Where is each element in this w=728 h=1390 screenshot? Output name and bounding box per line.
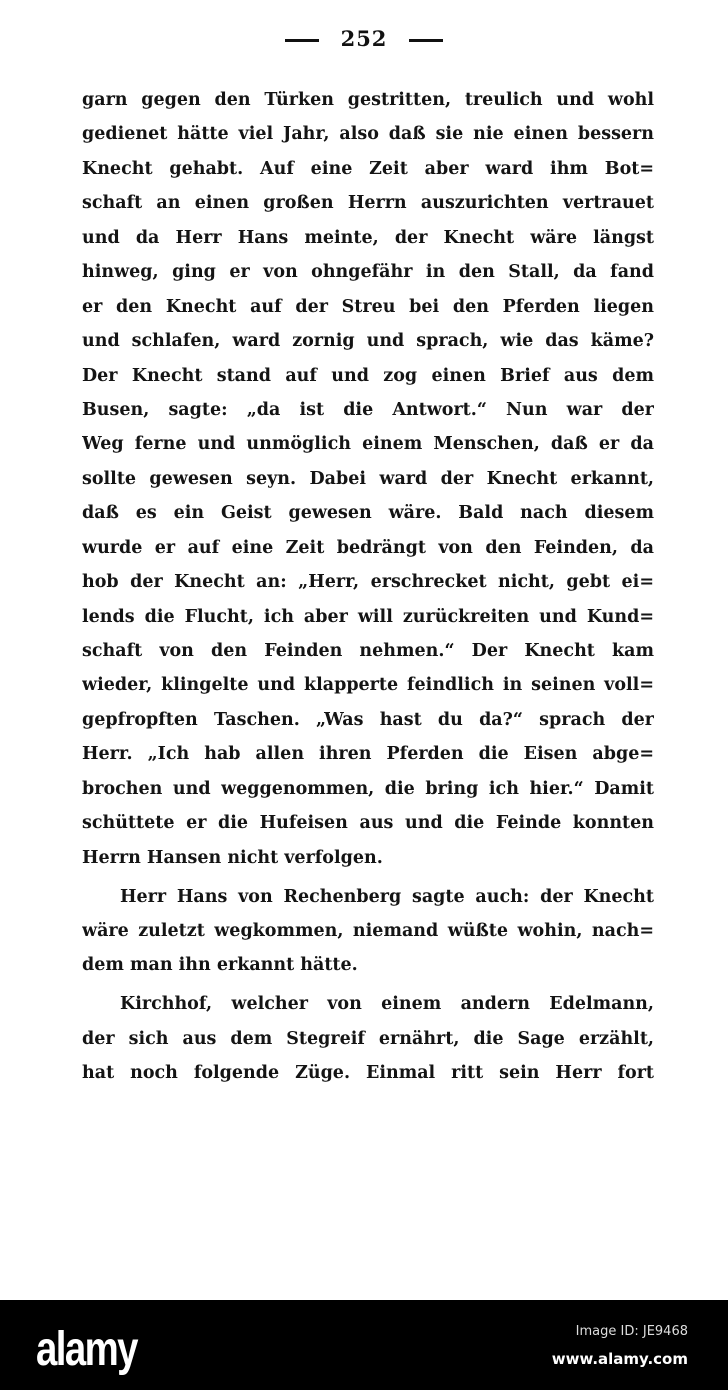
text-line: gepfropften Taschen. „Was hast du da?“ sprach der <box>82 709 654 730</box>
text-line: Kirchhof, welcher von einem andern Edelmann, <box>120 994 654 1015</box>
text-line: und schlafen, ward zornig und sprach, wie das käme? <box>82 331 654 352</box>
text-line: dem man ihn erkannt hätte. <box>82 955 358 976</box>
watermark-banner <box>0 1300 728 1390</box>
text-line: daß es ein Geist gewesen wäre. Bald nach diesem <box>82 503 654 524</box>
text-line: schüttete er die Hufeisen aus und die Feinde konnten <box>82 813 654 834</box>
dash-left <box>285 39 319 42</box>
text-line: Knecht gehabt. Auf eine Zeit aber ward ihm Bot= <box>82 158 654 179</box>
alamy-logo: alamy <box>36 1323 137 1376</box>
body-text <box>82 83 654 1091</box>
text-line: garn gegen den Türken gestritten, treulich und wohl <box>82 90 654 110</box>
text-line: wurde er auf eine Zeit bedrängt von den Feinden, da <box>82 537 654 558</box>
text-line: sollte gewesen seyn. Dabei ward der Knecht erkannt, <box>82 468 654 489</box>
text-line: schaft an einen großen Herrn auszurichten vertrauet <box>82 193 654 214</box>
text-line: Herr. „Ich hab allen ihren Pferden die Eisen abge= <box>82 744 654 765</box>
site-url: www.alamy.com <box>551 1350 688 1368</box>
text-line: gedienet hätte viel Jahr, also daß sie nie einen bessern <box>82 124 654 145</box>
dash-right <box>409 39 443 42</box>
text-line: Weg ferne und unmöglich einem Menschen, daß er da <box>82 434 654 455</box>
text-line: wieder, klingelte und klapperte feindlich in seinen voll= <box>82 675 654 696</box>
text-line: schaft von den Feinden nehmen.“ Der Knecht kam <box>82 641 654 661</box>
text-line: brochen und weggenommen, die bring ich hier.“ Damit <box>82 778 654 799</box>
page-number-header <box>0 26 728 51</box>
text-line: wäre zuletzt wegkommen, niemand wüßte wohin, nach= <box>82 921 654 941</box>
image-id: Image ID: JE9468 <box>575 1324 688 1339</box>
text-line: hob der Knecht an: „Herr, erschrecket nicht, gebt ei= <box>82 572 654 593</box>
page-number: 252 <box>340 26 388 51</box>
text-line: hat noch folgende Züge. Einmal ritt sein Herr fort <box>82 1063 654 1084</box>
paragraph <box>82 83 654 875</box>
paragraph <box>82 987 654 1090</box>
text-line: Busen, sagte: „da ist die Antwort.“ Nun war der <box>82 399 654 420</box>
text-line: der sich aus dem Stegreif ernährt, die Sage erzählt, <box>82 1028 654 1049</box>
text-line: Der Knecht stand auf und zog einen Brief aus dem <box>82 365 654 386</box>
paragraph <box>82 880 654 983</box>
text-line: lends die Flucht, ich aber will zurückreiten und Kund= <box>82 606 654 627</box>
text-line: hinweg, ging er von ohngefähr in den Stall, da fand <box>82 262 654 283</box>
text-line: Herrn Hansen nicht verfolgen. <box>82 847 383 868</box>
text-line: Herr Hans von Rechenberg sagte auch: der Knecht <box>120 886 654 907</box>
text-line: er den Knecht auf der Streu bei den Pferden liegen <box>82 296 654 317</box>
text-line: und da Herr Hans meinte, der Knecht wäre längst <box>82 227 654 248</box>
